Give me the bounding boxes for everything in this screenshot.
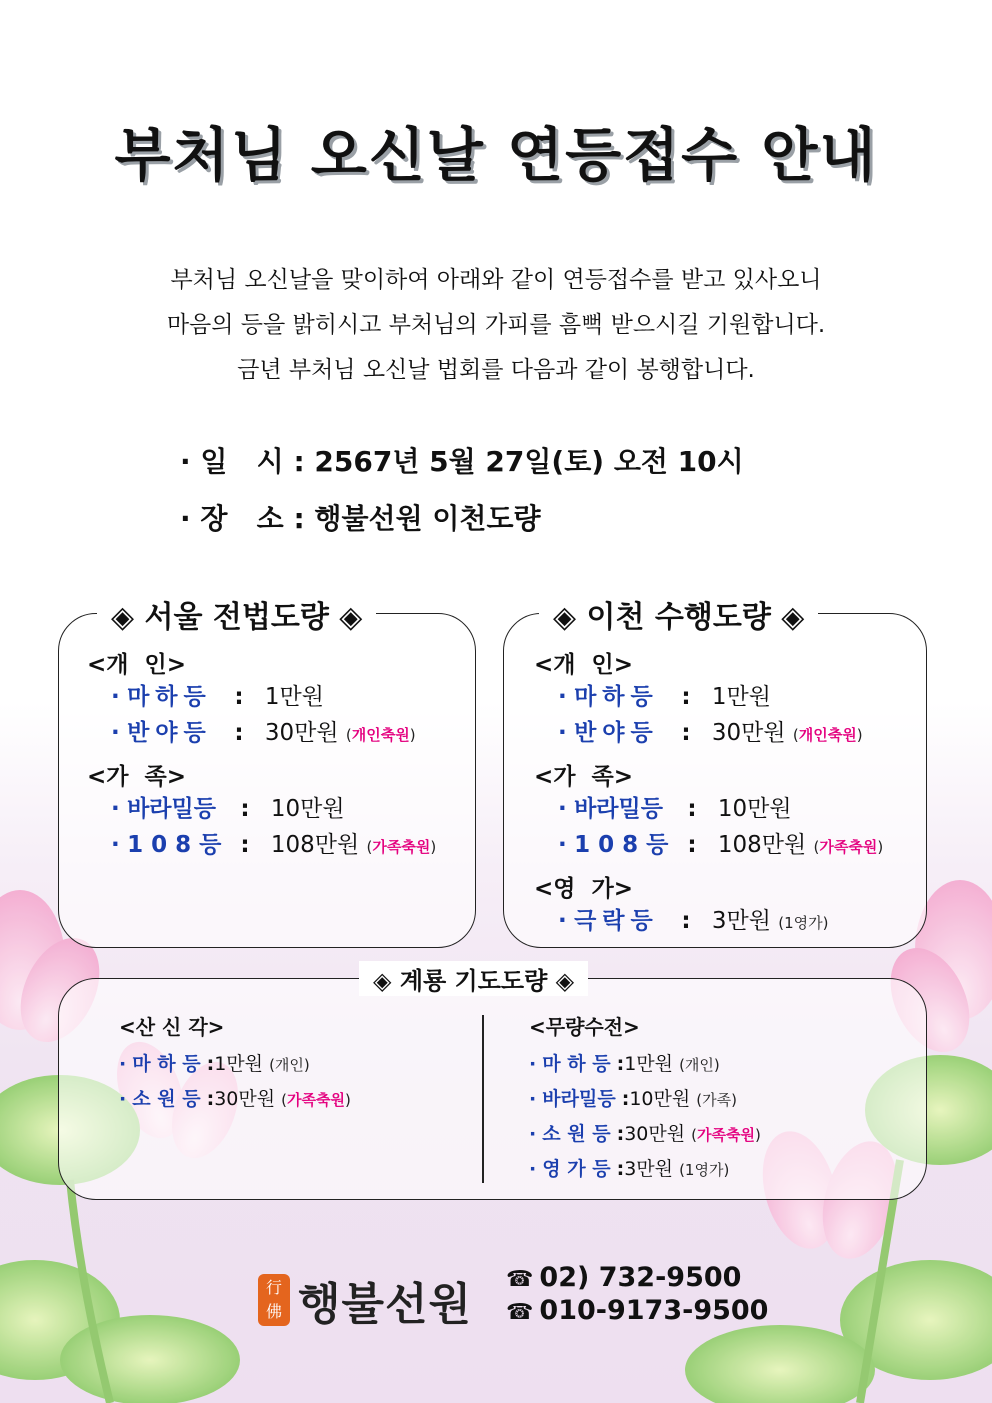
seoul-temple-box	[58, 600, 476, 948]
page-title: 부처님 오신날 연등접수 안내	[114, 121, 878, 189]
bullet-icon: ·	[111, 684, 120, 710]
lamp-name: 소 원 등	[542, 1123, 611, 1145]
bullet-icon: ·	[558, 832, 567, 858]
colon: :	[687, 796, 697, 822]
colon: :	[206, 1053, 215, 1075]
memorial-group-label: <영 가>	[534, 876, 633, 902]
phone-row	[506, 1295, 768, 1328]
lamp-price: 3만원	[711, 908, 771, 934]
lamp-row-maha	[529, 1049, 720, 1076]
personal-group-label: <개 인>	[87, 652, 186, 678]
event-place: · 장 소 : 행불선원 이천도량	[180, 502, 541, 535]
temple-logo	[258, 1268, 472, 1332]
bullet-icon: ·	[111, 832, 120, 858]
colon: :	[616, 1158, 625, 1180]
lamp-price: 1만원	[214, 1053, 264, 1075]
lamp-row-108	[558, 826, 883, 859]
lamp-price: 108만원	[270, 832, 360, 858]
lamp-name: 소 원 등	[132, 1088, 201, 1110]
bullet-icon: ·	[558, 908, 567, 934]
lamp-price: 30만원	[624, 1123, 686, 1145]
phone-row	[506, 1262, 768, 1295]
phone-icon: ☎	[506, 1300, 534, 1325]
lamp-price: 1만원	[264, 684, 324, 710]
lamp-note: (개인)	[679, 1056, 720, 1074]
colon: :	[681, 908, 691, 934]
lamp-name: 마 하 등	[132, 1053, 201, 1075]
lamp-note: (가족축원)	[366, 838, 437, 856]
intro-text	[0, 258, 992, 393]
bullet-icon: ·	[111, 796, 120, 822]
family-group-label: <가 족>	[87, 764, 186, 790]
lamp-name: 바라밀등	[574, 796, 663, 822]
colon: :	[240, 832, 250, 858]
phone-number: 010-9173-9500	[539, 1295, 769, 1326]
lamp-name: 영 가 등	[542, 1158, 611, 1180]
gyeryong-box-title: ◈ 계룡 기도도량 ◈	[359, 961, 588, 996]
intro-line: 금년 부처님 오신날 법회를 다음과 같이 봉행합니다.	[237, 357, 755, 383]
lamp-row-banya	[111, 714, 416, 747]
phone-number: 02) 732-9500	[539, 1262, 742, 1293]
family-group-label: <가 족>	[534, 764, 633, 790]
lamp-note: (1영가)	[679, 1161, 730, 1179]
personal-group-label: <개 인>	[534, 652, 633, 678]
lamp-note: (가족축원)	[813, 838, 884, 856]
bullet-icon: ·	[111, 720, 120, 746]
lamp-note: (개인)	[269, 1056, 310, 1074]
lamp-row-maha	[558, 678, 771, 711]
muryang-label: <무량수전>	[529, 1015, 640, 1039]
seal-icon: 行 佛	[258, 1274, 290, 1326]
lamp-price: 10만원	[629, 1088, 691, 1110]
lamp-name: 극락등	[574, 908, 659, 934]
lamp-name: 마하등	[127, 684, 212, 710]
lamp-name: 108등	[127, 832, 230, 858]
lamp-row-sowon	[119, 1084, 351, 1111]
colon: :	[621, 1088, 630, 1110]
gyeryong-temple-box	[58, 967, 927, 1200]
sansin-label: <산 신 각>	[119, 1015, 225, 1039]
bullet-icon: ·	[558, 796, 567, 822]
lamp-name: 바라밀등	[542, 1088, 616, 1110]
lamp-row-yeongga	[529, 1154, 729, 1181]
lamp-note: (개인축원)	[345, 726, 416, 744]
colon: :	[240, 796, 250, 822]
contact-phones	[506, 1262, 768, 1328]
colon: :	[687, 832, 697, 858]
lamp-row-geukrak	[558, 902, 829, 935]
icheon-box-title: ◈ 이천 수행도량 ◈	[539, 592, 818, 636]
lamp-note: (1영가)	[778, 914, 829, 932]
bullet-icon: ·	[529, 1088, 537, 1110]
lamp-name: 반야등	[127, 720, 212, 746]
temple-name: 행불선원	[298, 1279, 473, 1330]
colon: :	[681, 684, 691, 710]
colon: :	[681, 720, 691, 746]
lamp-price: 1만원	[624, 1053, 674, 1075]
lamp-name: 마하등	[574, 684, 659, 710]
phone-icon: ☎	[506, 1267, 534, 1292]
lamp-row-banya	[558, 714, 863, 747]
bullet-icon: ·	[558, 720, 567, 746]
lamp-price: 3만원	[624, 1158, 674, 1180]
lamp-price: 10만원	[270, 796, 345, 822]
colon: :	[616, 1123, 625, 1145]
bullet-icon: ·	[119, 1088, 127, 1110]
lamp-price: 108만원	[717, 832, 807, 858]
lamp-price: 30만원	[264, 720, 339, 746]
lamp-row-maha	[119, 1049, 310, 1076]
lamp-name: 마 하 등	[542, 1053, 611, 1075]
intro-line: 부처님 오신날을 맞이하여 아래와 같이 연등접수를 받고 있사오니	[170, 267, 822, 293]
lamp-row-barami	[111, 790, 345, 823]
bullet-icon: ·	[529, 1123, 537, 1145]
lamp-note: (가족축원)	[281, 1091, 351, 1109]
bullet-icon: ·	[119, 1053, 127, 1075]
lamp-price: 1만원	[711, 684, 771, 710]
lamp-note: (개인축원)	[792, 726, 863, 744]
lamp-price: 30만원	[214, 1088, 276, 1110]
seoul-box-title: ◈ 서울 전법도량 ◈	[97, 592, 376, 636]
icheon-temple-box	[503, 600, 927, 948]
lamp-row-barami	[529, 1084, 737, 1111]
lamp-name: 반야등	[574, 720, 659, 746]
lamp-row-maha	[111, 678, 324, 711]
bullet-icon: ·	[529, 1158, 537, 1180]
lamp-note: (가족)	[696, 1091, 737, 1109]
intro-line: 마음의 등을 밝히시고 부처님의 가피를 흠뻑 받으시길 기원합니다.	[166, 312, 826, 338]
colon: :	[616, 1053, 625, 1075]
lamp-row-108	[111, 826, 436, 859]
lamp-note: (가족축원)	[691, 1126, 761, 1144]
lamp-name: 바라밀등	[127, 796, 216, 822]
bullet-icon: ·	[558, 684, 567, 710]
colon: :	[206, 1088, 215, 1110]
colon: :	[234, 720, 244, 746]
event-date: · 일 시 : 2567년 5월 27일(토) 오전 10시	[180, 445, 744, 478]
lamp-row-sowon	[529, 1119, 761, 1146]
colon: :	[234, 684, 244, 710]
column-divider	[482, 1015, 484, 1183]
lamp-price: 10만원	[717, 796, 792, 822]
bullet-icon: ·	[529, 1053, 537, 1075]
lamp-price: 30만원	[711, 720, 786, 746]
lamp-row-barami	[558, 790, 792, 823]
lamp-name: 108등	[574, 832, 677, 858]
